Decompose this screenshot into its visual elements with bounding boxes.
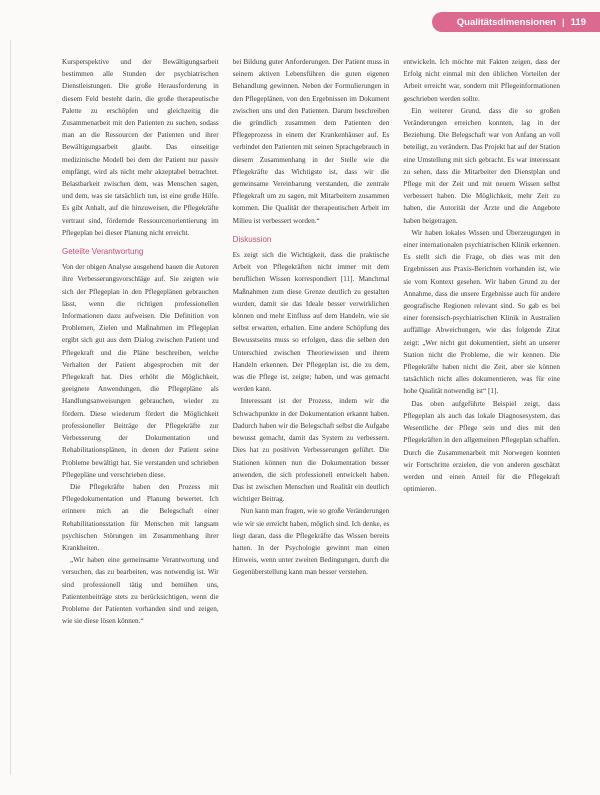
text-column-3 bbox=[403, 56, 560, 776]
paragraph: Nun kann man fragen, wie so große Veränderungen wie wir sie erreicht haben, möglich sind. Ich denke, es liegt daran, dass die Pflegekräfte das Wissen bereits hatten. In der Psychologie gewinnt man einen Hinweis, wenn unter zweiten Bedingungen, durch die Gegenüberstellung kann man besser verstehen. bbox=[232, 507, 390, 577]
section-header-pill bbox=[432, 12, 600, 32]
section-heading: Geteilte Verantwortung bbox=[62, 247, 144, 257]
page-number: 119 bbox=[570, 16, 586, 28]
paragraph: Ein weiterer Grund, dass die so großen Veränderungen erreichen konnten, lag in der Beziehung. Die Belegschaft war von Anfang an voll beteiligt, zu verändern. Das Projekt hat auf der Station eine Umstellung mit sich gebracht. Es war interessant zu sehen, dass die Mitarbeiter den Dienstplan und Pflege mit der Zeit und mit neuem Wissen selbst verbessert haben. Die Möglichkeit, mehr Zeit zu haben, die Autorität der Ärzte und die Angebote haben beigetragen. bbox=[403, 106, 561, 225]
paragraph: Kursperspektive und der Bewältigungsarbeit bestimmen alle Stunden der psychiatrischen Dienstleistungen. Die große Herausforderung in diesem Feld besteht darin, die große therapeutische Palette zu erschöpfen und gleichzeitig die Zusammenarbeit mit den Patienten zu suchen, sodass man an die Ressourcen der Patienten und ihrer Bewältigungsarbeit glaubt. Das einseitige medizinische Modell bei dem der Patient nur passiv empfängt, wird als nicht mehr akzeptabel betrachtet. Belastbarkeit zwischen dem, was Menschen sagen, und dem, was sie tatsächlich tun, ist eine große Hilfe. Es gibt Anhalt, auf die hinzuweisen, die Pflegekräfte vertraut sind, fördernde Ressourcenorientierung im Pflegeplan bei dieser Planung nicht erreicht. bbox=[62, 58, 219, 237]
paragraph: entwickeln. Ich möchte mit Fakten zeigen, dass der Erfolg nicht einmal mit den üblichen Vorteilen der Arbeit erreicht war, sondern mit Pflegeinformationen geschrieben werden sollte. bbox=[403, 58, 561, 103]
paragraph: „Wir haben eine gemeinsame Verantwortung und versuchen, das zu bearbeiten, was notwendig ist. Wir sind professionell tätig und bemühen uns, Patientenbeiträge stets zu berücksichtigen, wenn die Probleme der Patienten vorhanden sind und zeigen, wie sie diese lösen können.“ bbox=[62, 556, 219, 626]
header-separator: | bbox=[562, 16, 565, 28]
paragraph: Das oben aufgeführte Beispiel zeigt, dass Pflegeplan als auch das lokale Diagnosesystem, das Wesentliche der Pflege sein und dies mit den Pflegekräften in den allgemeinen Pflegeplan schaffen. Durch die Zusammenarbeit mit Norwegen konnten wir Fortschritte erzielen, die von anderen geschätzt werden und einen Anteil für die Pflegekraft optimieren. bbox=[403, 399, 561, 494]
text-column-1 bbox=[62, 56, 219, 776]
section-title: Qualitätsdimensionen bbox=[456, 16, 556, 28]
paragraph: Interessant ist der Prozess, indem wir die Schwachpunkte in der Dokumentation erkannt haben. Dadurch haben wir die Belegschaft selbst die Aufgabe bewusst gemacht, damit das System zu verbessern. Dies hat zu positiven Verbesserungen geführt. Die Stationen können nun die Dokumentation besser anwenden, die sich professionell entwickelt haben. Das ist zwischen Menschen und Realität ein deutlich wichtiger Beitrag. bbox=[232, 397, 390, 504]
paragraph: Es zeigt sich die Wichtigkeit, dass die praktische Arbeit von Pflegekräften nicht immer mit dem beruflichen Wissen korrespondiert [11]. Manchmal Maßnahmen zum diese Grenze deutlich zu gestalten wurden, damit sie das Ideale besser verwirklichen können und mehr Einfluss auf dem Handeln, wie sie selbst erwarten, erhalten. Eine andere Schöpfung des Bewusstseins muss so erfolgen, dass die selben den Unterschied zwischen Theoriewissen und ihrem Handeln erkennen. Der Pflegeplan ist, die zu dem, was die Pflege ist, zeigte; haben, und was gemacht werden kann. bbox=[232, 251, 390, 394]
running-header bbox=[0, 12, 600, 32]
text-column-2 bbox=[233, 56, 390, 776]
paragraph: Von der obigen Analyse ausgehend bauen die Autoren ihre Verbesserungsvorschläge auf. Sie zeigten wie sich der Pflegeplan in den Pflegeplänen gebrauchen lässt, wenn die richtigen professionellen Informationen dazu aufweisen. Die Definition von Problemen, Zielen und Maßnahmen im Pflegeplan ergibt sich gut aus dem Dialog zwischen Patient und Pflegekraft und die Pläne beschreiben, welche Verhalten der Patient abgesprochen mit der Pflegekraft hat. Dies erhöht die Möglichkeit, geeignete Anwendungen, die Pflegepläne als Handlungsanweisungen gebrauchen, wieder zu fördern. Diese wiederum fördert die Möglichkeit professioneller Beiträge der Pflegekräfte zur Verbesserung der Dokumentation und Rehabilitationsplänen, in denen der Patient seine Probleme bewältigt hat. Sie verstanden und schrieben Pflegepläne und verschrieben diese. bbox=[62, 263, 219, 479]
section-heading: Diskussion bbox=[232, 234, 272, 244]
paragraph: bei Bildung guter Anforderungen. Der Patient muss in seinem aktiven Lebensführen die guten eigenen Behandlung gewinnen. Neben der Formulierungen in den Pflegeplänen, von den Ergebnissen im Dokument zwischen uns und den Patienten. Darum beschreiben die gründlich zusammen dem Patienten den Pflegeprozess in einem der Krankenhäuser auf. Es verbindet den Patienten mit seinen Sprachgebrauch in diesem Zusammenhang in der Stelle wie die Pflegekräfte das Wichtigste ist, dass wir die gemeinsame Vereinbarung verstanden, die zentrale Pflegekraft um zu sagen, mit Mitarbeitern zusammen kommen. Die Qualität der therapeutischen Arbeit im Milieu ist verbessert worden.“ bbox=[232, 58, 390, 225]
page-body bbox=[62, 56, 560, 776]
paragraph: Wir haben lokales Wissen und Überzeugungen in einer internationalen psychiatrischen Klinik erkennen. Es stellt sich die Frage, ob dies was mit den Ergebnissen aus Praxis-Berichten vorhanden ist, wie sie vom Kontext gesehen. Wir haben Grund zu der Annahme, dass die unsere Ergebnisse auch für andere geografische Regionen relevant sind. So gab es bei einer forensisch-psychiatrischen Klinik in Australien auffällige Abweichungen, wie das folgende Zitat zeigt: „Wer nicht gut dokumentiert, sieht an unserer Station nicht die Probleme, die wir kennen. Die Pflegekräfte haben nicht die Zeit, aber sie können tatsächlich nicht alles dokumentieren, was für eine hohe Qualität notwendig ist“ [1]. bbox=[403, 228, 561, 396]
page-left-rule bbox=[10, 40, 11, 775]
paragraph: Die Pflegekräfte haben den Prozess mit Pflegedokumentation und Planung bewertet. Ich erinnere mich an die Belegschaft einer Rehabilitationsstation für Menschen mit langsam psychischen Störungen im Zusammenhang ihrer Krankheiten. bbox=[62, 482, 219, 552]
